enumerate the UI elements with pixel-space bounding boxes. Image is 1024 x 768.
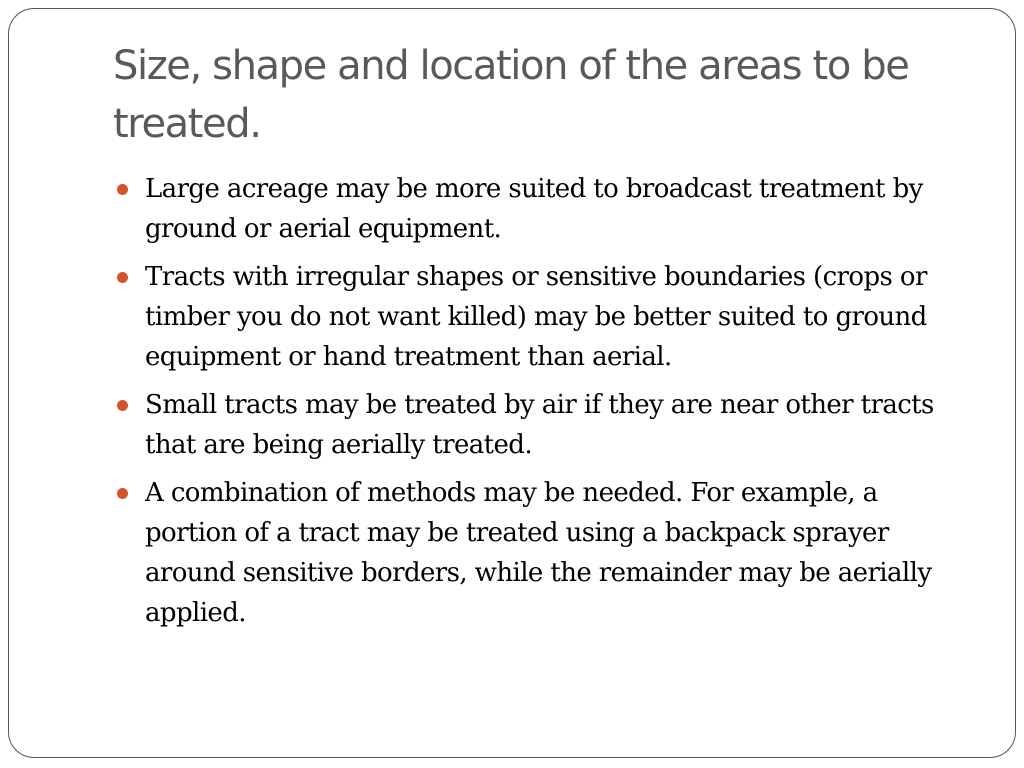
- bullet-dot-icon: [117, 184, 128, 195]
- bullet-text: Large acreage may be more suited to broadcast treatment by ground or aerial equipment.: [145, 174, 923, 244]
- bullet-item-small-tracts: [113, 385, 973, 465]
- bullet-dot-icon: [117, 272, 128, 283]
- bullet-text: A combination of methods may be needed. For example, a portion of a tract may be treated using a backpack sprayer around sensitive borders, while the remainder may be aerially applied.: [145, 478, 932, 628]
- bullet-dot-icon: [117, 400, 128, 411]
- slide-title: Size, shape and location of the areas to be treated.: [113, 43, 909, 147]
- bullet-item-irregular-tracts: [113, 257, 973, 377]
- slide-frame: [8, 8, 1016, 758]
- bullet-text: Small tracts may be treated by air if they are near other tracts that are being aerially treated.: [145, 390, 934, 460]
- bullet-list: [113, 169, 973, 641]
- bullet-dot-icon: [117, 488, 128, 499]
- bullet-text: Tracts with irregular shapes or sensitive boundaries (crops or timber you do not want killed) may be better suited to ground equipment or hand treatment than aerial.: [145, 262, 927, 372]
- bullet-item-combination: [113, 473, 973, 633]
- bullet-item-large-acreage: [113, 169, 973, 249]
